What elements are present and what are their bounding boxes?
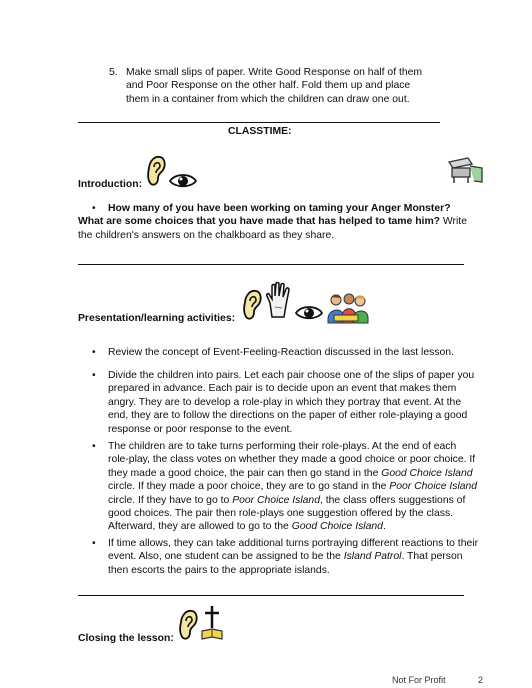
list-item-line: angry. They are to develop a role-play in which they portray that event. At the <box>108 396 462 408</box>
divider-rule <box>78 264 464 265</box>
list-item-line: If time allows, they can take additional turns portraying different reactions to their <box>108 538 479 549</box>
poor-choice-island: Poor Choice Island <box>232 494 320 506</box>
list-item-line: Review the concept of Event-Feeling-Reaction discussed in the last lesson. <box>108 347 454 358</box>
book-cross-icon <box>200 604 224 642</box>
ear-icon <box>241 288 263 322</box>
presentation-label: Presentation/learning activities: <box>78 313 236 324</box>
list-item: • If time allows, they can take additional turns portraying different reactions to their event. Also, one student can be assigned to be the Island Patrol. That person then escorts the pairs to the appropriate islands. <box>108 537 498 577</box>
list-item-line: good choices. The pair then role-plays one suggestion offered by the class. <box>108 508 454 520</box>
children-icon <box>324 293 370 325</box>
intro-question-2: What are some choices that you have made that has helped to tame him? <box>78 216 441 228</box>
ear-icon <box>177 608 199 642</box>
list-item-line: response or poor response to the event. <box>108 423 293 435</box>
footer-text: Not For Profit <box>392 675 446 685</box>
intro-tail: Write <box>440 216 467 228</box>
bullet: • <box>92 203 96 214</box>
intro-instruction: the children's answers on the chalkboard as they share. <box>78 229 335 241</box>
divider-rule <box>78 122 440 123</box>
introduction-text <box>78 202 508 242</box>
step-number: 5. <box>109 67 118 78</box>
list-item: • The children are to take turns performing their role-plays. At the end of each role-play, the class votes on whether they made a good choice or poor choice. If they made a good choice, the pair can then go stand in the Good Choice Island circle. If they made a poor choice, they are to go stand in the Poor Choice Island circle. If they have to go to Poor Choice Island, the class offers suggestions of good choices. The pair then role-plays one suggestion offered by the class. Afterward, they are allowed to go to the Good Choice Island. <box>108 440 498 534</box>
island-patrol: Island Patrol <box>343 551 402 563</box>
list-item: • Divide the children into pairs. Let each pair choose one of the slips of paper you prepared in advance. Each pair is to decide upon an event that makes them angry. They are to develop a role-play in which they portray that event. At the end, they are to follow the directions on the paper of either role-playing a good response or poor response to the event. <box>108 369 498 436</box>
list-item-line: role-play, the class votes on whether they made a good choice or poor choice. If <box>108 454 476 466</box>
list-item-line: Divide the children into pairs. Let each pair choose one of the slips of paper you <box>108 370 475 381</box>
list-item-line: then escorts the pairs to the appropriate islands. <box>108 564 330 576</box>
poor-choice-island: Poor Choice Island <box>389 481 478 493</box>
classtime-heading: CLASSTIME: <box>228 126 292 137</box>
desk-icon <box>446 156 484 184</box>
eye-icon <box>169 172 197 189</box>
introduction-label: Introduction: <box>78 179 143 190</box>
list-item-line: The children are to take turns performing their role-plays. At the end of each <box>108 441 457 452</box>
list-item-line: end, they are to follow the directions on the paper of either role-playing a good <box>108 410 468 422</box>
step-5-line: Make small slips of paper. Write Good Response on half of them <box>126 67 423 78</box>
closing-label: Closing the lesson: <box>78 633 174 644</box>
list-item: • Review the concept of Event-Feeling-Reaction discussed in the last lesson. <box>108 346 498 359</box>
step-5-line: and Poor Response on the other half. Fold them up and place <box>126 80 411 92</box>
step-5-line: them in a container from which the children can draw one out. <box>126 93 410 105</box>
eye-icon <box>295 304 323 321</box>
good-choice-island: Good Choice Island <box>381 467 473 479</box>
hand-icon <box>265 281 291 319</box>
list-item-line: prepared in advance. Each pair is to decide upon an event that makes them <box>108 383 457 395</box>
intro-question-1: How many of you have been working on taming your Anger Monster? <box>108 203 451 214</box>
good-choice-island: Good Choice Island <box>291 521 383 533</box>
ear-icon <box>145 154 167 188</box>
page-number: 2 <box>478 675 484 685</box>
divider-rule <box>78 595 464 596</box>
